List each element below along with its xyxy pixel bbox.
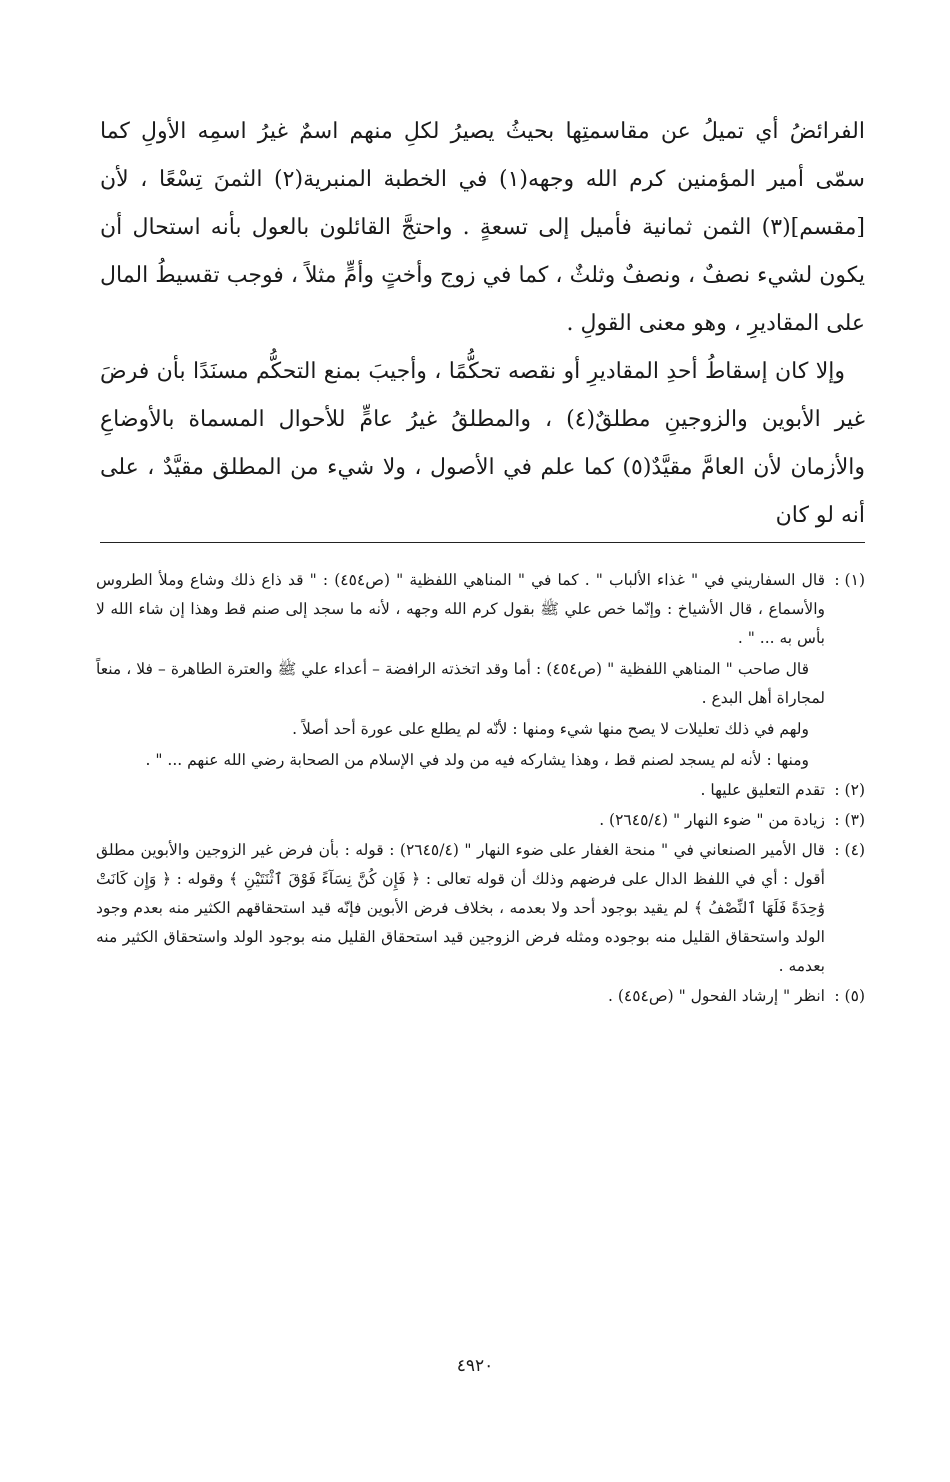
footnote-1 [96,566,865,775]
footnote-number: (٢) : [834,781,865,799]
main-paragraph-2: وإلا كان إسقاطُ أحدِ المقاديرِ أو نقصه تحكُّمًا ، وأجيبَ بمنع التحكُّم مسنَدًا بأن فرضَ غير الأبوين والزوجينِ مطلقٌ(٤) ، والمطلقُ غيرُ عامٍّ للأحوال المسماة بالأوضاعِ والأزمان لأن العامَّ مقيَّدٌ(٥) كما علم في الأصول ، ولا شيء من المطلق مقيَّدٌ ، على أنه لو كان [100,359,865,528]
footnote-body [96,776,825,805]
footnote-paragraph: ومنها : لأنه لم يسجد لصنم قط ، وهذا يشاركه فيه من ولد في الإسلام من الصحابة رضي الله عنهم ... " . [145,751,809,769]
footnote-5 [96,982,865,1011]
footnote-paragraph: قال صاحب " المناهي اللفظية " (ص٤٥٤) : أما وقد اتخذته الرافضة – أعداء علي ﷺ والعترة الطاهرة – فلا ، منعاً لمجاراة أهل البدع . [96,660,825,707]
footnote-4 [96,836,865,981]
footnote-paragraph: انظر " إرشاد الفحول " (ص٤٥٤) . [607,987,825,1005]
footnote-number: (٣) : [834,811,865,829]
footnote-separator [100,542,865,543]
footnote-body [96,566,825,775]
footnote-number: (٤) : [834,841,865,859]
page-number: ٤٩٢٠ [456,1356,494,1376]
footnote-paragraph: تقدم التعليق عليها . [700,781,825,799]
footnote-number: (١) : [834,571,865,589]
footnote-paragraph: زيادة من " ضوء النهار " (٢٦٤٥/٤) . [599,811,825,829]
footnotes [96,566,865,1012]
main-text [100,108,865,540]
footnote-body [96,836,825,981]
main-paragraph-1: الفرائضُ أي تميلُ عن مقاسمتِها بحيثُ يصيرُ لكلِ منهم اسمٌ غيرُ اسمِه الأولِ كما سمّى أمير المؤمنين كرم الله وجهه(١) في الخطبة المنبرية(٢) الثمنَ تِسْعًا ، لأن [مقسم](٣) الثمن ثمانية فأميل إلى تسعةٍ . واحتجَّ القائلون بالعول بأنه استحال أن يكون لشيء نصفٌ ، ونصفٌ وثلثٌ ، كما في زوج وأختٍ وأمٍّ مثلاً ، فوجب تقسيطُ المال على المقاديرِ ، وهو معنى القولِ . [100,119,865,336]
footnote-body [96,806,825,835]
footnote-paragraph: قال الأمير الصنعاني في " منحة الغفار على ضوء النهار " (٢٦٤٥/٤) : قوله : بأن فرض غير الزوجين والأبوين مطلق أقول : أي في اللفظ الدال على فرضهم وذلك أن قوله تعالى : ﴿ فَإِن كُنَّ نِسَآءً فَوْقَ ٱثْنَتَيْنِ ﴾ وقوله : ﴿ وَإِن كَانَتْ وَٰحِدَةً فَلَهَا ٱلنِّصْفُ ﴾ لم يقيد بوجود أحد ولا بعدمه ، بخلاف فرض الأبوين فإنّه قيد استحقاقهم الكثير منه بعدم وجود الولد واستحقاق القليل منه بوجوده ومثله فرض الزوجين قيد استحقاق القليل منه بوجود الولد واستحقاق الكثير منه بعدمه . [96,841,825,975]
footnote-body [96,982,825,1011]
footnote-3 [96,806,865,835]
footnote-number: (٥) : [834,987,865,1005]
footnote-paragraph: قال السفاريني في " غذاء الألباب " . كما في " المناهي اللفظية " (ص٤٥٤) : " قد ذاع ذلك وشاع وملأ الطروس والأسماع ، قال الأشياخ : وإنّما خص علي ﷺ بقول كرم الله وجهه ، لأنه ما سجد إلى صنم قط وهذا إن شاء الله لا بأس به ... " . [96,571,825,647]
footnote-paragraph: ولهم في ذلك تعليلات لا يصح منها شيء ومنها : لأنّه لم يطلع على عورة أحد أصلاً . [292,720,809,738]
footnote-2 [96,776,865,805]
